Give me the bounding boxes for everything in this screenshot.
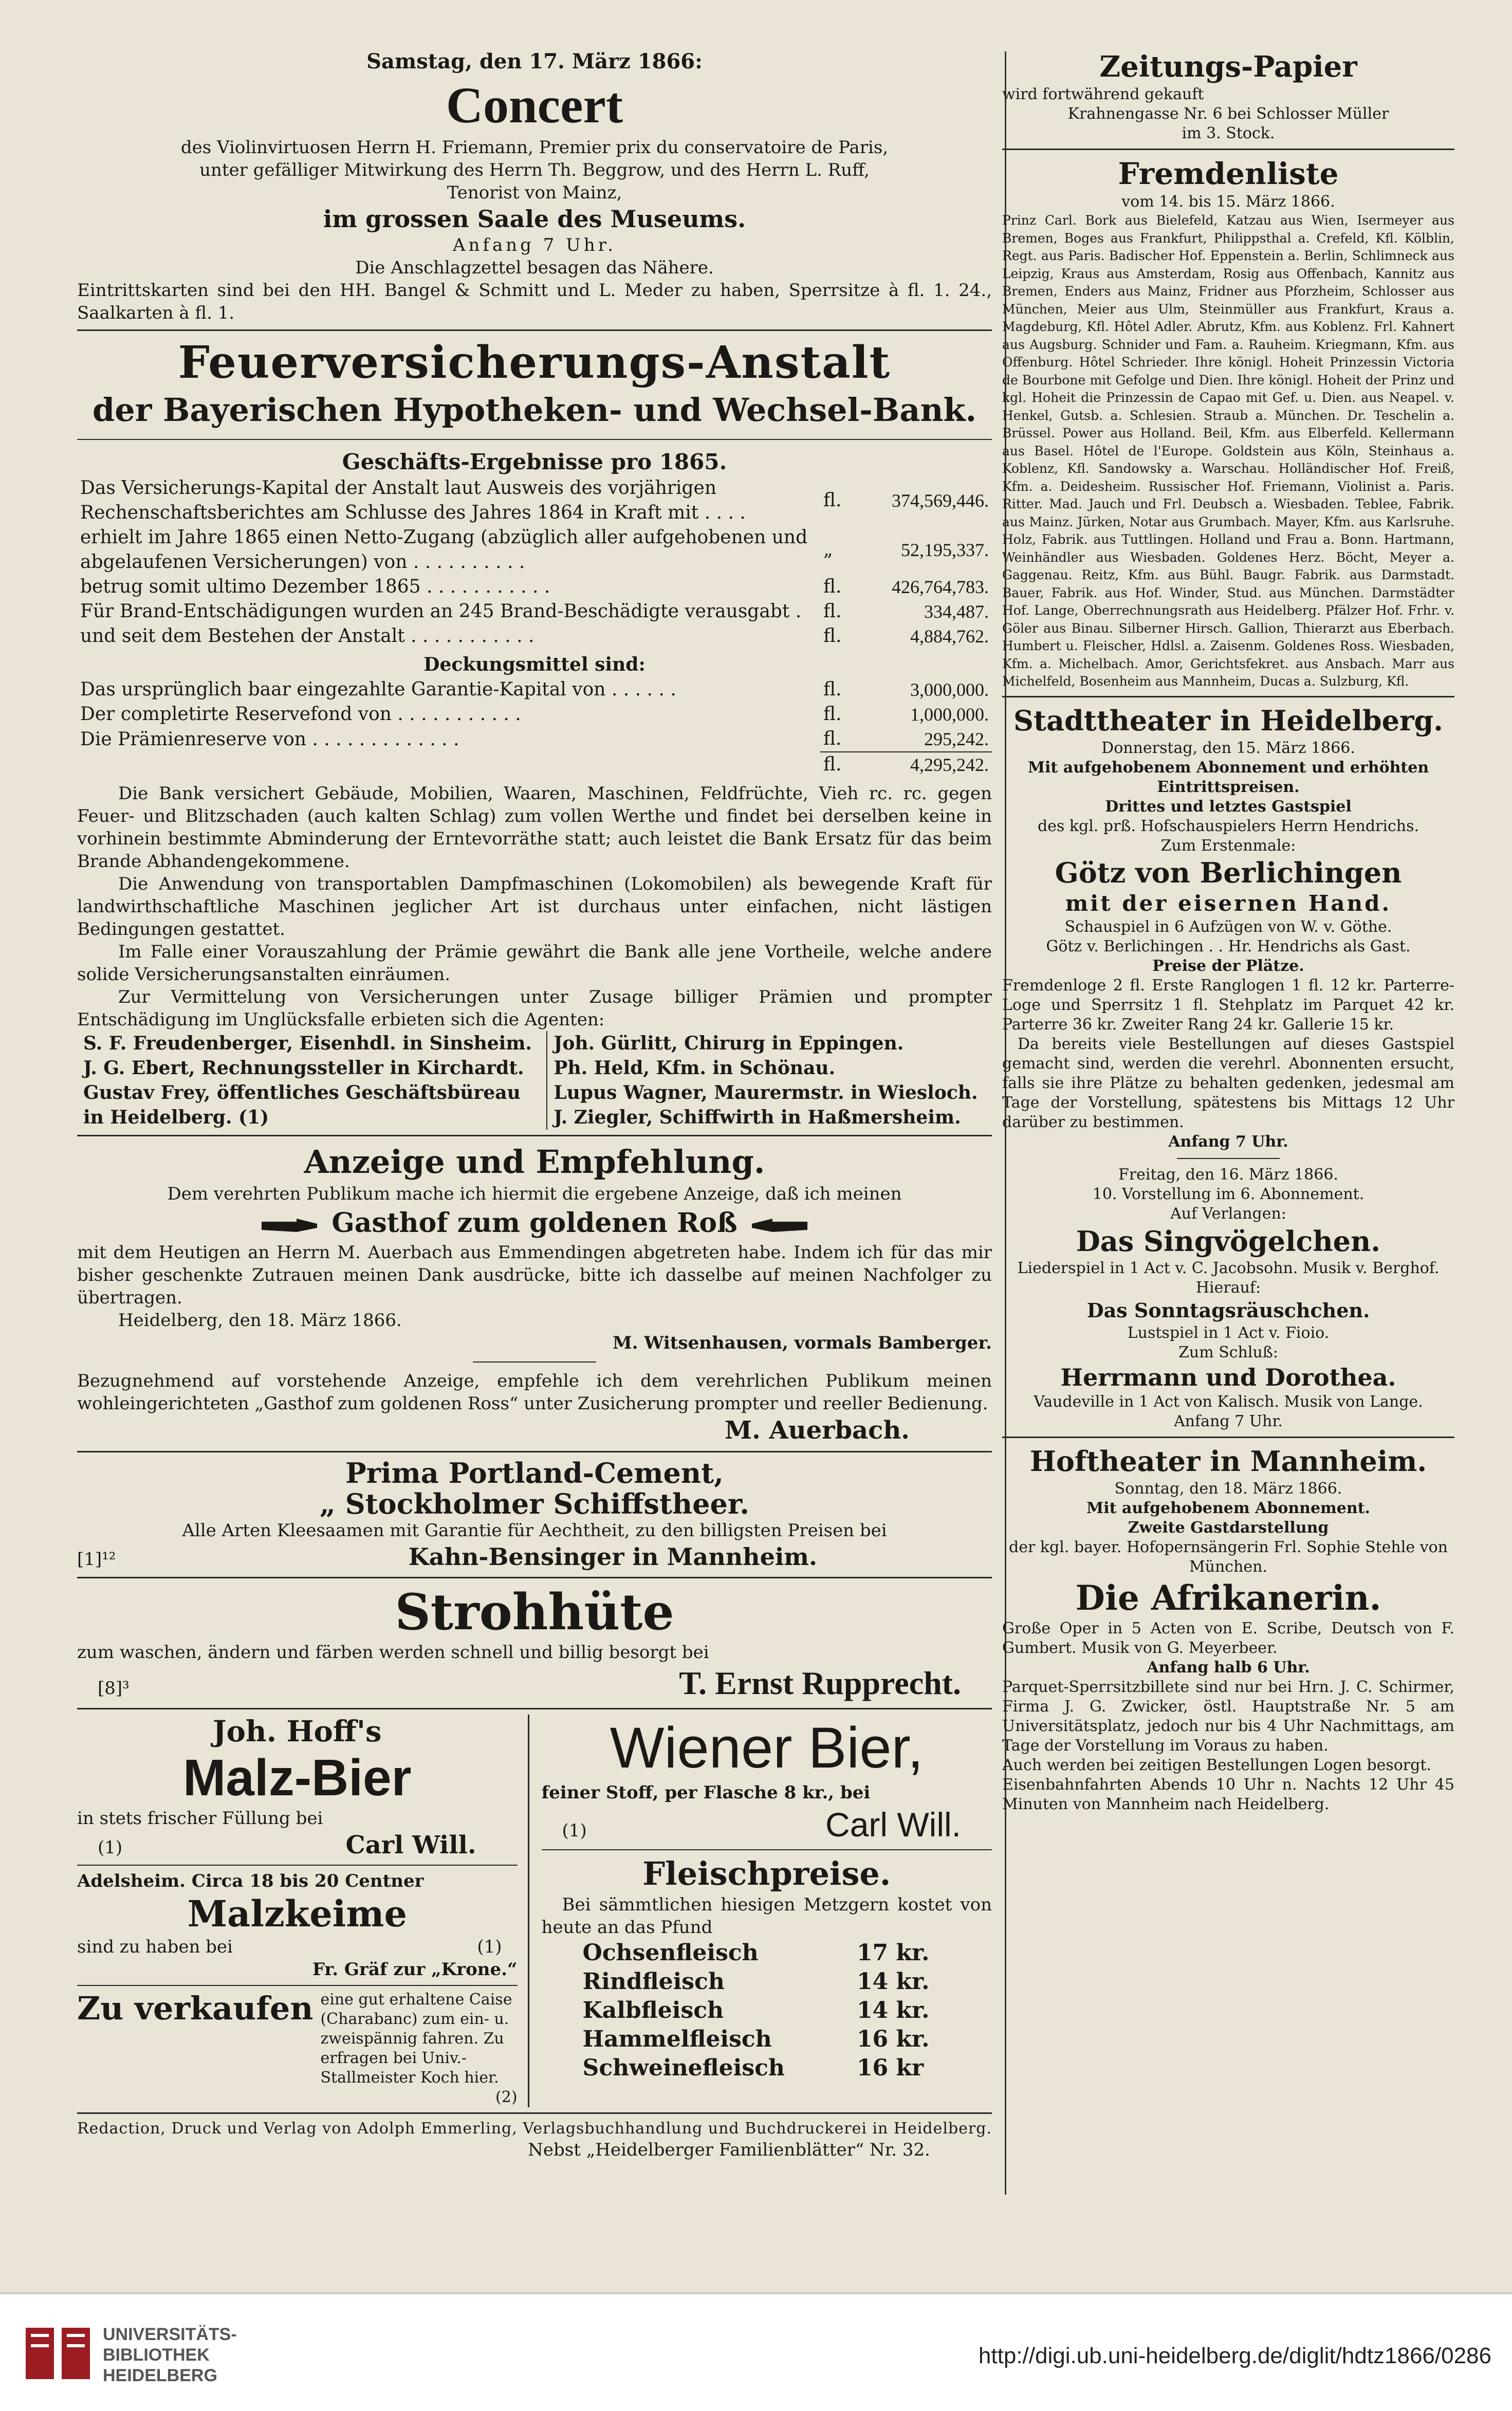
- row-amount: 3,000,000.: [910, 679, 989, 700]
- cement-line1: Prima Portland-Cement,: [345, 1457, 724, 1489]
- library-name-line3: HEIDELBERG: [103, 2366, 217, 2385]
- university-library-logo-icon: [21, 2320, 98, 2387]
- fremden-title: Fremdenliste: [1118, 156, 1339, 191]
- agent-row: [77, 1031, 992, 1056]
- viewer-footer: [0, 2292, 1512, 2411]
- agent-cell: S. F. Freudenberger, Eisenhdl. in Sinsheim.: [77, 1031, 547, 1056]
- malz-mark: (1): [98, 1837, 123, 1858]
- agent-row: [77, 1056, 992, 1080]
- stadt2-line1: 10. Vorstellung im 6. Abonnement.: [1092, 1185, 1365, 1203]
- stadt2-play: Das Singvögelchen.: [1076, 1224, 1381, 1258]
- left-column: [77, 49, 992, 2161]
- pointing-hand-left-icon: [747, 1217, 808, 1234]
- stadt-start: Anfang 7 Uhr.: [1168, 1132, 1288, 1151]
- library-name-line2: BIBLIOTHEK: [103, 2345, 210, 2365]
- keime-title: Malzkeime: [187, 1892, 407, 1935]
- malz-title: Malz-Bier: [183, 1749, 412, 1807]
- stadt2-play3: Herrmann und Dorothea.: [1060, 1363, 1396, 1391]
- price-row: [573, 1967, 940, 1996]
- insurance-para2: Die Anwendung von transportablen Dampfmaschinen (Lokomobilen) als bewegende Kraft für landwirthschaftliche Maschinen jeglicher Art ist durchaus unter einfachen, nicht lästigen Bedingungen gestattet.: [77, 874, 992, 940]
- row-text: betrug somit ultimo Dezember 1865 . . . . . . . . . . .: [80, 576, 550, 597]
- stadt2-line5: Lustspiel in 1 Act v. Fioio.: [1127, 1323, 1330, 1342]
- cement-ad: [77, 1458, 992, 1572]
- malz-top: Joh. Hoff's: [213, 1715, 382, 1749]
- agent-cell: in Heidelberg. (1): [77, 1105, 547, 1130]
- stadt-line3: des kgl. prß. Hofschauspielers Herrn Hendrichs.: [1037, 817, 1419, 835]
- agent-row: [77, 1080, 992, 1105]
- meat-price: 16 kr.: [856, 2026, 930, 2052]
- fleisch-title: Fleischpreise.: [642, 1855, 891, 1892]
- library-name-line1: UNIVERSITÄTS-: [103, 2325, 237, 2344]
- stadt2-start: Anfang 7 Uhr.: [1174, 1412, 1283, 1430]
- agent-cell: Joh. Gürlitt, Chirurg in Eppingen.: [554, 1033, 904, 1054]
- row-currency: fl.: [823, 704, 842, 725]
- wiener-mark: (1): [562, 1820, 587, 1841]
- divider: [77, 1865, 518, 1866]
- paper-line2: Krahnengasse Nr. 6 bei Schlosser Müller: [1067, 105, 1389, 123]
- price-row: [573, 1996, 940, 2025]
- row-amount: 4,884,762.: [910, 626, 989, 647]
- row-currency: fl.: [823, 728, 842, 749]
- row-amount: 426,764,783.: [892, 577, 989, 597]
- divider: [77, 1135, 992, 1136]
- concert-ad: [77, 49, 992, 324]
- hof-line1: Mit aufgehobenem Abonnement.: [1086, 1499, 1370, 1517]
- stadt2-line6: Zum Schluß:: [1178, 1343, 1278, 1361]
- meat-name: Ochsenfleisch: [582, 1940, 759, 1966]
- fleisch-text: Bei sämmtlichen hiesigen Metzgern kostet von heute an das Pfund: [541, 1894, 992, 1938]
- meat-price: 14 kr.: [856, 1968, 930, 1995]
- hof-line6: Parquet-Sperrsitzbillete sind nur bei Hrn. J. C. Schirmer, Firma J. G. Zwicker, östl. Hauptstraße Nr. 5 am Universitätsplatz, jedoch nur bis 4 Uhr Nachmittags, am Tage der Vorstellung im Voraus zu haben.: [1002, 1678, 1454, 1755]
- row-amount: 334,487.: [924, 601, 989, 622]
- meat-price: 16 kr: [856, 2055, 924, 2081]
- hof-line4: Große Oper in 5 Acten von E. Scribe, Deutsch von F. Gumbert. Musik von G. Meyerbeer.: [1002, 1619, 1454, 1657]
- table-row: [77, 525, 992, 575]
- wiener-firm: Carl Will.: [825, 1806, 961, 1844]
- anzeige-body2: Bezugnehmend auf vorstehende Anzeige, empfehle ich dem verehrlichen Publikum meinen wohleingerichteten „Gasthof zum goldenen Ross“ unter Zusicherung prompter und reeller Bedienung.: [77, 1371, 992, 1414]
- concert-line1: des Violinvirtuosen Herrn H. Friemann, Premier prix du conservatoire de Paris,: [180, 137, 889, 158]
- right-column: [1002, 49, 1454, 1814]
- cover-heading: Deckungsmittel sind:: [423, 654, 646, 675]
- agent-cell: J. G. Ebert, Rechnungssteller in Kirchardt.: [77, 1056, 547, 1080]
- row-currency: „: [823, 539, 833, 560]
- concert-note: Die Anschlagzettel besagen das Nähere.: [355, 257, 714, 278]
- agent-cell: J. Ziegler, Schiffwirth in Haßmersheim.: [554, 1107, 961, 1128]
- divider: [542, 1849, 992, 1850]
- malz-text: in stets frischer Füllung bei: [77, 1808, 323, 1829]
- stadt-prices-heading: Preise der Plätze.: [1152, 956, 1304, 975]
- keime-mark: (1): [477, 1937, 502, 1957]
- source-url-link[interactable]: http://digi.ub.uni-heidelberg.de/diglit/hdtz1866/0286: [978, 2343, 1491, 2368]
- wiener-text: feiner Stoff, per Flasche 8 kr., bei: [541, 1782, 871, 1803]
- pointing-hand-icon: [261, 1217, 322, 1234]
- insurance-subtitle: der Bayerischen Hypotheken- und Wechsel-Bank.: [92, 391, 977, 429]
- row-text: Die Prämienreserve von . . . . . . . . . . . . .: [80, 728, 459, 750]
- straw-mark: [8]³: [98, 1678, 130, 1699]
- row-amount: 1,000,000.: [910, 704, 989, 725]
- imprint-supplement: Nebst „Heidelberger Familienblätter“ Nr. 32.: [528, 2140, 930, 2160]
- cement-line3: Alle Arten Kleesaamen mit Garantie für Aechtheit, zu den billigsten Preisen bei: [182, 1520, 887, 1541]
- divider: [77, 1708, 992, 1709]
- hof-line7: Auch werden bei zeitigen Bestellungen Logen besorgt.: [1002, 1756, 1431, 1774]
- stadt2-line2: Auf Verlangen:: [1170, 1204, 1286, 1223]
- stadt-play2: mit der eisernen Hand.: [1065, 890, 1392, 916]
- inn-line: [77, 1205, 992, 1241]
- malz-firm: Carl Will.: [345, 1831, 476, 1860]
- insurance-ad: [77, 336, 992, 1130]
- stadt-line2: Drittes und letztes Gastspiel: [1105, 797, 1352, 816]
- anzeige-body: mit dem Heutigen an Herrn M. Auerbach aus Emmendingen abgetreten habe. Indem ich für das mir bisher geschenkte Zutrauen meinen Dank ausdrücke, bitte ich dasselbe auf meinen Nachfolger zu übertragen.: [77, 1242, 992, 1308]
- stadt-note: Da bereits viele Bestellungen auf dieses Gastspiel gemacht sind, werden die verehrl. Abonnenten ersucht, falls sie ihre Plätze zu behalten gedenken, jedesmal am Tage der Vorstellung, spätestens bis Mittags 12 Uhr darüber zu bestimmen.: [1002, 1035, 1454, 1131]
- divider: [1002, 696, 1454, 697]
- table-row: [77, 599, 992, 624]
- stadt-date: Donnerstag, den 15. März 1866.: [1101, 739, 1355, 757]
- paper-title: Zeitungs-Papier: [1099, 50, 1357, 84]
- results-table: [77, 476, 992, 649]
- agent-cell: Ph. Held, Kfm. in Schönau.: [554, 1057, 836, 1079]
- stadt2-line4: Hierauf:: [1195, 1278, 1261, 1297]
- insurance-para1: Die Bank versichert Gebäude, Mobilien, Waaren, Maschinen, Feldfrüchte, Vieh rc. rc. gegen Feuer- und Blitzschaden (auch kalten Schlag) zum vollen Werthe und findet bei derselben keine in vorhinein bestimmte Abminderung der Erntevorräthe statt; auch leistet die Bank Ersatz für das beim Brande Abhandengekommene.: [77, 783, 992, 872]
- row-amount: 295,242.: [924, 729, 989, 749]
- concert-start: Anfang 7 Uhr.: [452, 235, 617, 255]
- divider: [77, 1985, 518, 1986]
- table-row: [77, 624, 992, 649]
- cement-line2: „ Stockholmer Schiffstheer.: [319, 1487, 750, 1520]
- anzeige-place: Heidelberg, den 18. März 1866.: [118, 1310, 402, 1331]
- price-row: [573, 1939, 940, 1967]
- concert-venue: im grossen Saale des Museums.: [323, 205, 746, 233]
- straw-text: zum waschen, ändern und färben werden schnell und billig besorgt bei: [77, 1642, 709, 1663]
- row-text: und seit dem Bestehen der Anstalt . . . . . . . . . . .: [80, 625, 534, 647]
- concert-tickets: Eintrittskarten sind bei den HH. Bangel & Schmitt und L. Meder zu haben, Sperrsitze à fl. 1. 24., Saalkarten à fl. 1.: [77, 280, 992, 323]
- meat-name: Rindfleisch: [582, 1968, 725, 1995]
- insurance-title: Feuerversicherungs-Anstalt: [178, 337, 891, 389]
- hof-date: Sonntag, den 18. März 1866.: [1114, 1479, 1342, 1498]
- row-text: Der completirte Reservefond von . . . . . . . . . . .: [80, 704, 521, 725]
- agent-row: [77, 1105, 992, 1130]
- stadt2-date: Freitag, den 16. März 1866.: [1118, 1165, 1338, 1184]
- straw-title: Strohhüte: [395, 1583, 674, 1641]
- sale-title: Zu verkaufen: [77, 1990, 314, 2027]
- stadt2-play2: Das Sonntagsräuschchen.: [1086, 1298, 1370, 1322]
- wiener-title: Wiener Bier,: [610, 1716, 924, 1780]
- agents-table: [77, 1031, 992, 1130]
- hof-line2: Zweite Gastdarstellung: [1128, 1518, 1329, 1537]
- malz-column: [77, 1715, 529, 2107]
- hof-line5: Anfang halb 6 Uhr.: [1147, 1658, 1310, 1677]
- price-row: [573, 2025, 940, 2054]
- row-amount: 52,195,337.: [901, 540, 989, 560]
- meat-name: Schweinefleisch: [582, 2055, 785, 2081]
- row-amount: 374,569,446.: [892, 490, 989, 511]
- bottom-ads: [77, 1715, 992, 2107]
- results-heading: Geschäfts-Ergebnisse pro 1865.: [342, 449, 727, 474]
- table-row: [77, 702, 992, 727]
- straw-firm: T. Ernst Rupprecht.: [679, 1665, 961, 1701]
- cement-firm: Kahn-Bensinger in Mannheim.: [408, 1543, 817, 1571]
- agent-cell: Gustav Frey, öffentliches Geschäftsbüreau: [77, 1080, 547, 1105]
- anzeige-sign2: M. Auerbach.: [724, 1416, 910, 1445]
- sale-mark: (2): [495, 2088, 518, 2106]
- table-row: [77, 752, 992, 777]
- stadt2-line7: Vaudeville in 1 Act von Kalisch. Musik von Lange.: [1034, 1392, 1423, 1411]
- anzeige-sign: M. Witsenhausen, vormals Bamberger.: [613, 1333, 992, 1353]
- short-divider: [473, 1361, 596, 1363]
- sale-text: eine gut erhaltene Caise (Charabanc) zum ein- u. zweispännig fahren. Zu erfragen bei Univ.-Stallmeister Koch hier.: [320, 1991, 512, 2087]
- row-currency: fl.: [823, 625, 842, 647]
- wiener-column: [529, 1715, 992, 2107]
- row-text: erhielt im Jahre 1865 einen Netto-Zugang (abzüglich aller aufgehobenen und abgelaufenen Versicherungen) von . . . . . . . . . .: [80, 527, 808, 573]
- cover-table: [77, 677, 992, 777]
- stadt-prices: Fremdenloge 2 fl. Erste Ranglogen 1 fl. 12 kr. Parterre-Loge und Sperrsitz 1 fl. Stehplatz im Parquet 42 kr. Parterre 36 kr. Zweiter Rang 24 kr. Gallerie 15 kr.: [1002, 976, 1454, 1034]
- inn-name: Gasthof zum goldenen Roß: [331, 1207, 737, 1239]
- meat-name: Kalbfleisch: [582, 1997, 724, 2023]
- straw-ad: [77, 1584, 992, 1703]
- divider: [77, 1451, 992, 1452]
- divider: [1002, 149, 1454, 150]
- stadt-line6: Götz v. Berlichingen . . Hr. Hendrichs als Gast.: [1046, 937, 1411, 955]
- adel-line: Adelsheim. Circa 18 bis 20 Centner: [77, 1871, 424, 1891]
- meat-name: Hammelfleisch: [582, 2026, 772, 2052]
- divider: [77, 1577, 992, 1578]
- row-text: Das Versicherungs-Kapital der Anstalt laut Ausweis des vorjährigen Rechenschaftsberichtes am Schlusse des Jahres 1864 in Kraft mit . . . .: [80, 477, 746, 523]
- hof-play: Die Afrikanerin.: [1075, 1577, 1381, 1618]
- fremden-text: Prinz Carl. Bork aus Bielefeld, Katzau aus Wien, Isermeyer aus Bremen, Boges aus Frankfurt, Philippsthal a. Crefeld, Kfl. Kölblin, Regt. aus Paris. Badischer Hof. Eppenstein a. Berlin, Schlimneck aus Leipzig, Kraus aus Amsterdam, Rosig aus Offenbach, Kannitz aus Bremen, Enders aus Mainz, Fridner aus Pforzheim, Schlosser aus München, Meier aus Ulm, Steinmüller aus Frankfurt, Kraus a. Magdeburg, Kfl. Hôtel Adler. Abrutz, Kfm. aus Koblenz. Frl. Kahnert aus Augsburg. Schnider und Fam. a. Rauheim. Kriegmann, Kfm. aus Offenburg. Hôtel Schrieder. Ihre königl. Hoheit Prinzessin Victoria de Bourbone mit Gefolge und Dien. Ihre königl. Hoheit der Prinz und kgl. Hoheit die Prinzessin de Capao mit Gef. u. Dien. aus Neapel. v. Henkel, Gutsb. a. Schlesien. Straub a. München. Dr. Teschelin a. Brüssel. Power aus Holland. Beil, Kfm. aus Elberfeld. Kellermann aus Basel. Hôtel de l'Europe. Goldstein aus Köln, Steinhaus a. Koblenz, Kfl. Sandowsky a. Warschau. Holländischer Hof. Freiß, Kfm. a. Deidesheim. Russischer Hof. Friemann, Violinist a. Paris. Ritter. Mad. Jauch und Frl. Deubsch a. Wiesbaden. Teblee, Fabrik. aus Mainz. Jürken, Notar aus Grumbach. Mayer, Kfm. aus Karlsruhe. Holz, Fabrik. aus Tuttlingen. Holland und Frau a. Bonn. Hartmann, Weinhändler aus Wiesbaden. Goldenes Herz. Böcht, Meyer a. Gaggenau. Reitz, Kfm. aus Bühl. Baugr. Fabrik. aus Darmstadt. Bauer, Fabrik. aus Hof. Winder, Stud. aus München. Darmstädter Hof. Lange, Oberrechnungsrath aus Heidelberg. Pfälzer Hof. Frhr. v. Göler aus Binau. Silberner Hirsch. Gallion, Thierarzt aus Eberbach. Humbert u. Fleischer, Hdlsl. a. Zaisenm. Goldenes Ross. Wiesbaden, Kfm. a. Michelbach. Amor, Gerichtsfekret. aus Ansbach. Marr aus Michelfeld, Bosenheim aus Mannheim, Ducas a. Sulzburg, Kfl.: [1002, 213, 1454, 689]
- divider: [77, 439, 992, 440]
- anzeige-title: Anzeige und Empfehlung.: [304, 1143, 765, 1181]
- paper-line3: im 3. Stock.: [1182, 124, 1275, 142]
- hof-line3: der kgl. bayer. Hofopernsängerin Frl. Sophie Stehle von München.: [1009, 1538, 1448, 1576]
- row-currency: fl.: [823, 601, 842, 622]
- hof-title: Hoftheater in Mannheim.: [1029, 1444, 1427, 1478]
- stadt-line4: Zum Erstenmale:: [1160, 836, 1296, 855]
- cement-mark: [1]¹²: [77, 1549, 116, 1570]
- paper-line1: wird fortwährend gekauft: [1002, 85, 1204, 103]
- divider: [1002, 1437, 1454, 1438]
- stadt-line1: Mit aufgehobenem Abonnement und erhöhten Eintrittspreisen.: [1027, 758, 1429, 796]
- stadt2-line3: Liederspiel in 1 Act v. C. Jacobsohn. Musik v. Berghof.: [1017, 1259, 1440, 1277]
- table-row: [77, 476, 992, 525]
- keime-firm: Fr. Gräf zur „Krone.“: [312, 1959, 518, 1980]
- row-text: Für Brand-Entschädigungen wurden an 245 Brand-Beschädigte verausgabt .: [80, 601, 802, 622]
- anzeige-intro: Dem verehrten Publikum mache ich hiermit die ergebene Anzeige, daß ich meinen: [167, 1184, 902, 1204]
- concert-line2: unter gefälliger Mitwirkung des Herrn Th. Beggrow, und des Herrn L. Ruff,: [199, 160, 870, 180]
- hof-line8: Eisenbahnfahrten Abends 10 Uhr n. Nachts 12 Uhr 45 Minuten von Mannheim nach Heidelberg.: [1002, 1775, 1454, 1813]
- imprint-line: Redaction, Druck und Verlag von Adolph Emmerling, Verlagsbuchhandlung und Buchdruckerei in Heidelberg.: [77, 2120, 992, 2138]
- fremden-date: vom 14. bis 15. März 1866.: [1121, 193, 1335, 211]
- row-text: Das ursprünglich baar eingezahlte Garantie-Kapital von . . . . . .: [80, 679, 676, 700]
- concert-line3: Tenorist von Mainz,: [447, 182, 622, 203]
- meat-price: 14 kr.: [856, 1997, 930, 2023]
- row-currency: fl.: [823, 576, 842, 597]
- table-row: [77, 727, 992, 752]
- keime-text: sind zu haben bei: [77, 1937, 233, 1957]
- row-amount: 4,295,242.: [847, 752, 992, 777]
- row-currency: fl.: [823, 490, 842, 511]
- meat-price: 17 kr.: [856, 1940, 930, 1966]
- divider: [77, 2112, 992, 2114]
- library-name: [103, 2324, 237, 2386]
- table-row: [77, 677, 992, 702]
- stadt-line5: Schauspiel in 6 Aufzügen von W. v. Göthe.: [1064, 917, 1392, 936]
- table-row: [77, 575, 992, 599]
- short-divider: [1177, 1158, 1280, 1159]
- anzeige-ad: [77, 1142, 992, 1446]
- stadt-play: Götz von Berlichingen: [1055, 856, 1402, 889]
- stadt-title: Stadttheater in Heidelberg.: [1013, 704, 1443, 737]
- concert-date: Samstag, den 17. März 1866:: [366, 49, 703, 73]
- divider: [77, 329, 992, 331]
- fleisch-table: [573, 1939, 940, 2083]
- insurance-para3: Im Falle einer Vorauszahlung der Prämie gewährt die Bank alle jene Vortheile, welche andere solide Versicherungsanstalten einräumen.: [77, 942, 992, 985]
- insurance-para4: Zur Vermittelung von Versicherungen unter Zusage billiger Prämien und prompter Entschädigung im Unglücksfalle erbieten sich die Agenten:: [77, 987, 992, 1030]
- concert-title: Concert: [446, 77, 623, 134]
- price-row: [573, 2054, 940, 2083]
- row-text: [77, 752, 820, 777]
- agent-cell: Lupus Wagner, Maurermstr. in Wiesloch.: [554, 1082, 978, 1103]
- row-currency: fl.: [820, 752, 847, 777]
- row-currency: fl.: [823, 679, 842, 700]
